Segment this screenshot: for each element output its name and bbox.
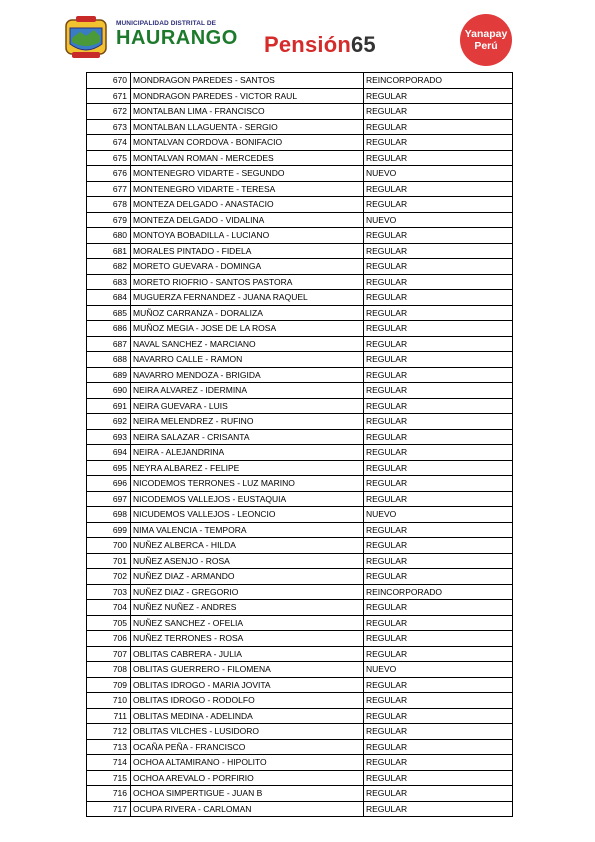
status-cell: REGULAR bbox=[364, 243, 513, 259]
row-number-cell: 671 bbox=[87, 88, 131, 104]
beneficiary-name-cell: NAVAL SANCHEZ - MARCIANO bbox=[131, 336, 364, 352]
table-row bbox=[87, 569, 513, 585]
status-cell: REGULAR bbox=[364, 290, 513, 306]
pension-text: Pensión bbox=[264, 32, 351, 57]
row-number-cell: 684 bbox=[87, 290, 131, 306]
row-number-cell: 694 bbox=[87, 445, 131, 461]
status-cell: REGULAR bbox=[364, 228, 513, 244]
status-cell: REGULAR bbox=[364, 398, 513, 414]
beneficiary-name-cell: NICUDEMOS VALLEJOS - LEONCIO bbox=[131, 507, 364, 523]
row-number-cell: 692 bbox=[87, 414, 131, 430]
beneficiary-name-cell: MONTEZA DELGADO - VIDALINA bbox=[131, 212, 364, 228]
table-row bbox=[87, 398, 513, 414]
row-number-cell: 708 bbox=[87, 662, 131, 678]
row-number-cell: 711 bbox=[87, 708, 131, 724]
status-cell: REGULAR bbox=[364, 135, 513, 151]
yanapay-line2: Perú bbox=[474, 40, 498, 52]
status-cell: REGULAR bbox=[364, 119, 513, 135]
status-cell: REGULAR bbox=[364, 770, 513, 786]
row-number-cell: 679 bbox=[87, 212, 131, 228]
table-row bbox=[87, 662, 513, 678]
status-cell: REGULAR bbox=[364, 88, 513, 104]
beneficiary-name-cell: MONTEZA DELGADO - ANASTACIO bbox=[131, 197, 364, 213]
status-cell: REGULAR bbox=[364, 631, 513, 647]
status-cell: REGULAR bbox=[364, 197, 513, 213]
beneficiary-name-cell: MUÑOZ CARRANZA - DORALIZA bbox=[131, 305, 364, 321]
row-number-cell: 717 bbox=[87, 801, 131, 817]
table-row bbox=[87, 259, 513, 275]
table-row bbox=[87, 197, 513, 213]
yanapay-peru-logo bbox=[460, 14, 512, 66]
table-row bbox=[87, 631, 513, 647]
row-number-cell: 683 bbox=[87, 274, 131, 290]
beneficiary-name-cell: NEIRA GUEVARA - LUIS bbox=[131, 398, 364, 414]
row-number-cell: 682 bbox=[87, 259, 131, 275]
status-cell: REGULAR bbox=[364, 491, 513, 507]
beneficiary-name-cell: NUÑEZ ALBERCA - HILDA bbox=[131, 538, 364, 554]
row-number-cell: 696 bbox=[87, 476, 131, 492]
row-number-cell: 706 bbox=[87, 631, 131, 647]
table-row bbox=[87, 553, 513, 569]
row-number-cell: 699 bbox=[87, 522, 131, 538]
table-row bbox=[87, 73, 513, 89]
table-row bbox=[87, 150, 513, 166]
beneficiary-name-cell: NAVARRO CALLE - RAMON bbox=[131, 352, 364, 368]
status-cell: REGULAR bbox=[364, 693, 513, 709]
status-cell: REGULAR bbox=[364, 538, 513, 554]
row-number-cell: 703 bbox=[87, 584, 131, 600]
beneficiary-name-cell: NEIRA SALAZAR - CRISANTA bbox=[131, 429, 364, 445]
beneficiary-name-cell: NEIRA MELENDREZ - RUFINO bbox=[131, 414, 364, 430]
table-row bbox=[87, 770, 513, 786]
table-row bbox=[87, 119, 513, 135]
table-row bbox=[87, 615, 513, 631]
page-header bbox=[0, 0, 595, 70]
row-number-cell: 700 bbox=[87, 538, 131, 554]
row-number-cell: 693 bbox=[87, 429, 131, 445]
table-row bbox=[87, 491, 513, 507]
beneficiary-name-cell: NUÑEZ NUÑEZ - ANDRES bbox=[131, 600, 364, 616]
beneficiary-name-cell: NICODEMOS VALLEJOS - EUSTAQUIA bbox=[131, 491, 364, 507]
status-cell: REGULAR bbox=[364, 383, 513, 399]
table-row bbox=[87, 414, 513, 430]
status-cell: REINCORPORADO bbox=[364, 584, 513, 600]
table-row bbox=[87, 801, 513, 817]
beneficiary-name-cell: MONTENEGRO VIDARTE - SEGUNDO bbox=[131, 166, 364, 182]
beneficiary-name-cell: NEIRA - ALEJANDRINA bbox=[131, 445, 364, 461]
table-row bbox=[87, 321, 513, 337]
table-row bbox=[87, 274, 513, 290]
row-number-cell: 677 bbox=[87, 181, 131, 197]
status-cell: REGULAR bbox=[364, 615, 513, 631]
table-row bbox=[87, 88, 513, 104]
status-cell: REGULAR bbox=[364, 739, 513, 755]
status-cell: REGULAR bbox=[364, 414, 513, 430]
row-number-cell: 712 bbox=[87, 724, 131, 740]
row-number-cell: 676 bbox=[87, 166, 131, 182]
table-row bbox=[87, 693, 513, 709]
status-cell: REINCORPORADO bbox=[364, 73, 513, 89]
table-row bbox=[87, 445, 513, 461]
status-cell: REGULAR bbox=[364, 755, 513, 771]
table-row bbox=[87, 584, 513, 600]
beneficiary-name-cell: OBLITAS VILCHES - LUSIDORO bbox=[131, 724, 364, 740]
beneficiary-name-cell: MORETO GUEVARA - DOMINGA bbox=[131, 259, 364, 275]
table-row bbox=[87, 228, 513, 244]
table-row bbox=[87, 352, 513, 368]
beneficiary-name-cell: MORALES PINTADO - FIDELA bbox=[131, 243, 364, 259]
beneficiary-name-cell: MONTALBAN LIMA - FRANCISCO bbox=[131, 104, 364, 120]
beneficiaries-table-wrapper bbox=[86, 72, 510, 817]
beneficiary-name-cell: NUÑEZ TERRONES - ROSA bbox=[131, 631, 364, 647]
beneficiary-name-cell: MORETO RIOFRIO - SANTOS PASTORA bbox=[131, 274, 364, 290]
beneficiary-name-cell: NUÑEZ DIAZ - ARMANDO bbox=[131, 569, 364, 585]
beneficiary-name-cell: OBLITAS MEDINA - ADELINDA bbox=[131, 708, 364, 724]
table-row bbox=[87, 724, 513, 740]
row-number-cell: 715 bbox=[87, 770, 131, 786]
table-row bbox=[87, 104, 513, 120]
beneficiary-name-cell: MONTENEGRO VIDARTE - TERESA bbox=[131, 181, 364, 197]
row-number-cell: 713 bbox=[87, 739, 131, 755]
status-cell: REGULAR bbox=[364, 445, 513, 461]
table-row bbox=[87, 476, 513, 492]
beneficiary-name-cell: MONTALVAN ROMAN - MERCEDES bbox=[131, 150, 364, 166]
row-number-cell: 698 bbox=[87, 507, 131, 523]
status-cell: REGULAR bbox=[364, 786, 513, 802]
beneficiary-name-cell: NICODEMOS TERRONES - LUZ MARINO bbox=[131, 476, 364, 492]
pension65-logo bbox=[264, 32, 376, 58]
table-row bbox=[87, 600, 513, 616]
status-cell: REGULAR bbox=[364, 336, 513, 352]
row-number-cell: 714 bbox=[87, 755, 131, 771]
status-cell: REGULAR bbox=[364, 646, 513, 662]
table-row bbox=[87, 538, 513, 554]
status-cell: REGULAR bbox=[364, 429, 513, 445]
beneficiary-name-cell: NUÑEZ DIAZ - GREGORIO bbox=[131, 584, 364, 600]
table-row bbox=[87, 290, 513, 306]
table-row bbox=[87, 367, 513, 383]
row-number-cell: 691 bbox=[87, 398, 131, 414]
status-cell: REGULAR bbox=[364, 150, 513, 166]
beneficiary-name-cell: OBLITAS IDROGO - MARIA JOVITA bbox=[131, 677, 364, 693]
beneficiary-name-cell: MONDRAGON PAREDES - VICTOR RAUL bbox=[131, 88, 364, 104]
status-cell: NUEVO bbox=[364, 166, 513, 182]
beneficiary-name-cell: OBLITAS CABRERA - JULIA bbox=[131, 646, 364, 662]
row-number-cell: 675 bbox=[87, 150, 131, 166]
table-row bbox=[87, 708, 513, 724]
status-cell: REGULAR bbox=[364, 305, 513, 321]
table-row bbox=[87, 181, 513, 197]
table-row bbox=[87, 739, 513, 755]
table-row bbox=[87, 460, 513, 476]
row-number-cell: 672 bbox=[87, 104, 131, 120]
table-row bbox=[87, 522, 513, 538]
municipality-logo bbox=[116, 20, 238, 49]
pension-number: 65 bbox=[350, 32, 376, 57]
table-row bbox=[87, 383, 513, 399]
beneficiary-name-cell: NUÑEZ ASENJO - ROSA bbox=[131, 553, 364, 569]
beneficiary-name-cell: NEIRA ALVAREZ - IDERMINA bbox=[131, 383, 364, 399]
status-cell: REGULAR bbox=[364, 569, 513, 585]
row-number-cell: 680 bbox=[87, 228, 131, 244]
row-number-cell: 709 bbox=[87, 677, 131, 693]
status-cell: REGULAR bbox=[364, 104, 513, 120]
row-number-cell: 716 bbox=[87, 786, 131, 802]
row-number-cell: 674 bbox=[87, 135, 131, 151]
row-number-cell: 673 bbox=[87, 119, 131, 135]
beneficiary-name-cell: NIMA VALENCIA - TEMPORA bbox=[131, 522, 364, 538]
status-cell: REGULAR bbox=[364, 708, 513, 724]
beneficiary-name-cell: OBLITAS GUERRERO - FILOMENA bbox=[131, 662, 364, 678]
row-number-cell: 681 bbox=[87, 243, 131, 259]
municipality-line2: HAURANGO bbox=[116, 27, 238, 49]
row-number-cell: 686 bbox=[87, 321, 131, 337]
status-cell: REGULAR bbox=[364, 274, 513, 290]
beneficiary-name-cell: OBLITAS IDROGO - RODOLFO bbox=[131, 693, 364, 709]
beneficiary-name-cell: OCHOA SIMPERTIGUE - JUAN B bbox=[131, 786, 364, 802]
table-row bbox=[87, 305, 513, 321]
row-number-cell: 697 bbox=[87, 491, 131, 507]
beneficiary-name-cell: NEYRA ALBAREZ - FELIPE bbox=[131, 460, 364, 476]
beneficiary-name-cell: MONTOYA BOBADILLA - LUCIANO bbox=[131, 228, 364, 244]
table-row bbox=[87, 677, 513, 693]
table-row bbox=[87, 135, 513, 151]
beneficiary-name-cell: NUÑEZ SANCHEZ - OFELIA bbox=[131, 615, 364, 631]
row-number-cell: 695 bbox=[87, 460, 131, 476]
row-number-cell: 705 bbox=[87, 615, 131, 631]
status-cell: REGULAR bbox=[364, 801, 513, 817]
table-row bbox=[87, 786, 513, 802]
table-row bbox=[87, 243, 513, 259]
status-cell: REGULAR bbox=[364, 677, 513, 693]
row-number-cell: 690 bbox=[87, 383, 131, 399]
status-cell: NUEVO bbox=[364, 212, 513, 228]
beneficiaries-table bbox=[86, 72, 513, 817]
row-number-cell: 685 bbox=[87, 305, 131, 321]
table-row bbox=[87, 429, 513, 445]
status-cell: NUEVO bbox=[364, 507, 513, 523]
row-number-cell: 689 bbox=[87, 367, 131, 383]
status-cell: REGULAR bbox=[364, 476, 513, 492]
table-row bbox=[87, 755, 513, 771]
table-row bbox=[87, 336, 513, 352]
status-cell: REGULAR bbox=[364, 553, 513, 569]
beneficiary-name-cell: MONTALVAN CORDOVA - BONIFACIO bbox=[131, 135, 364, 151]
status-cell: REGULAR bbox=[364, 522, 513, 538]
row-number-cell: 688 bbox=[87, 352, 131, 368]
status-cell: NUEVO bbox=[364, 662, 513, 678]
row-number-cell: 678 bbox=[87, 197, 131, 213]
row-number-cell: 707 bbox=[87, 646, 131, 662]
status-cell: REGULAR bbox=[364, 460, 513, 476]
beneficiary-name-cell: MONTALBAN LLAGUENTA - SERGIO bbox=[131, 119, 364, 135]
beneficiary-name-cell: MONDRAGON PAREDES - SANTOS bbox=[131, 73, 364, 89]
row-number-cell: 670 bbox=[87, 73, 131, 89]
row-number-cell: 704 bbox=[87, 600, 131, 616]
table-row bbox=[87, 212, 513, 228]
table-row bbox=[87, 646, 513, 662]
yanapay-line1: Yanapay bbox=[464, 28, 508, 40]
beneficiary-name-cell: OCHOA AREVALO - PORFIRIO bbox=[131, 770, 364, 786]
row-number-cell: 687 bbox=[87, 336, 131, 352]
municipal-crest-icon bbox=[62, 14, 110, 60]
table-row bbox=[87, 166, 513, 182]
beneficiary-name-cell: MUGUERZA FERNANDEZ - JUANA RAQUEL bbox=[131, 290, 364, 306]
status-cell: REGULAR bbox=[364, 367, 513, 383]
beneficiary-name-cell: OCAÑA PEÑA - FRANCISCO bbox=[131, 739, 364, 755]
row-number-cell: 710 bbox=[87, 693, 131, 709]
table-row bbox=[87, 507, 513, 523]
status-cell: REGULAR bbox=[364, 259, 513, 275]
municipality-line1: MUNICIPALIDAD DISTRITAL DE bbox=[116, 20, 217, 27]
beneficiary-name-cell: NAVARRO MENDOZA - BRIGIDA bbox=[131, 367, 364, 383]
status-cell: REGULAR bbox=[364, 321, 513, 337]
status-cell: REGULAR bbox=[364, 600, 513, 616]
row-number-cell: 701 bbox=[87, 553, 131, 569]
status-cell: REGULAR bbox=[364, 724, 513, 740]
beneficiary-name-cell: OCUPA RIVERA - CARLOMAN bbox=[131, 801, 364, 817]
status-cell: REGULAR bbox=[364, 181, 513, 197]
table-body bbox=[87, 73, 513, 817]
beneficiary-name-cell: MUÑOZ MEGIA - JOSE DE LA ROSA bbox=[131, 321, 364, 337]
beneficiary-name-cell: OCHOA ALTAMIRANO - HIPOLITO bbox=[131, 755, 364, 771]
row-number-cell: 702 bbox=[87, 569, 131, 585]
status-cell: REGULAR bbox=[364, 352, 513, 368]
